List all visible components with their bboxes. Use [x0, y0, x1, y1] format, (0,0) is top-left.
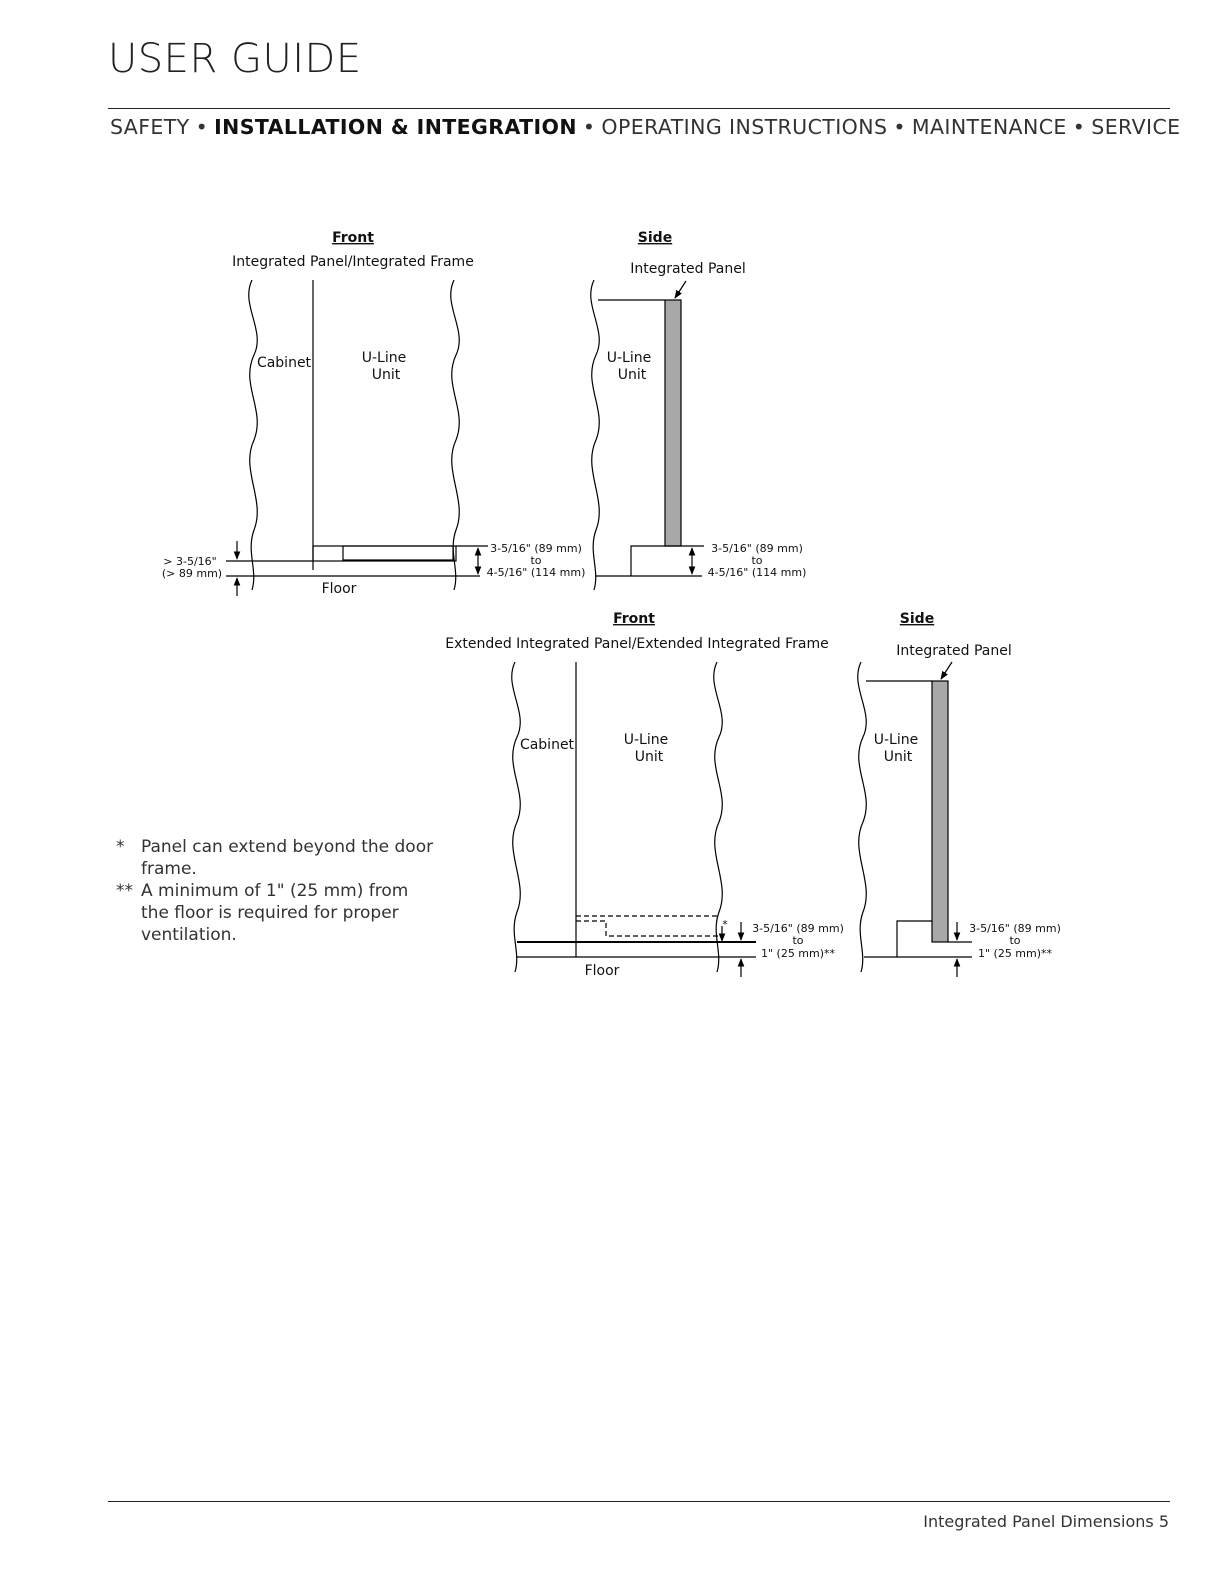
floor-label: Floor [321, 581, 357, 597]
dimension-label: 3-5/16" (89 mm) [711, 542, 803, 555]
nav-item-operating[interactable]: OPERATING INSTRUCTIONS [601, 115, 888, 139]
nav-item-safety[interactable]: SAFETY [110, 115, 190, 139]
toe-kick-recess [343, 546, 453, 560]
dimension-label: to [751, 554, 763, 567]
unit-label: U-Line [361, 350, 407, 366]
cabinet-label: Cabinet [256, 355, 312, 371]
dimension-label: > 3-5/16" [163, 555, 217, 568]
dimension-label: to [1009, 934, 1021, 947]
unit-label: Unit [883, 749, 913, 765]
nav-separator: • [1072, 115, 1086, 139]
page-footer: Integrated Panel Dimensions 5 [923, 1512, 1169, 1531]
floor-label: Floor [584, 963, 620, 979]
front-heading: Front [332, 230, 374, 246]
extended-panel-line [576, 921, 718, 936]
unit-label: U-Line [873, 732, 919, 748]
nav-separator: • [893, 115, 906, 139]
bottom-front-diagram [512, 662, 756, 977]
bottom-side-diagram [858, 662, 972, 977]
nav-separator: • [582, 115, 596, 139]
unit-label: U-Line [606, 350, 652, 366]
dimension-label: to [792, 934, 804, 947]
dimension-label: 4-5/16" (114 mm) [486, 566, 586, 579]
side-heading: Side [637, 230, 673, 246]
integrated-panel [932, 681, 948, 942]
footer-divider [108, 1501, 1170, 1502]
cabinet-label: Cabinet [519, 737, 575, 753]
top-side-diagram [591, 280, 704, 590]
nav-item-service[interactable]: SERVICE [1091, 115, 1181, 139]
cabinet-break-line [512, 662, 521, 972]
unit-label: U-Line [623, 732, 669, 748]
unit-label: Unit [617, 367, 647, 383]
footnote-text: A minimum of 1" (25 mm) from the floor is required for proper ventilation. [141, 881, 409, 945]
integrated-panel [665, 300, 681, 546]
front-heading: Front [613, 611, 655, 627]
panel-leader [675, 281, 686, 298]
side-heading: Side [899, 611, 935, 627]
dimension-label: 1" (25 mm)** [760, 947, 836, 960]
toe-kick-panel [313, 546, 456, 561]
footnote-text: Panel can extend beyond the door frame. [141, 837, 434, 879]
unit-label: Unit [634, 749, 664, 765]
toe-kick-profile [631, 546, 681, 576]
cabinet-break-line [249, 280, 258, 590]
footnote [116, 836, 436, 880]
dimension-label: 3-5/16" (89 mm) [752, 922, 844, 935]
dimension-label: (> 89 mm) [161, 567, 223, 580]
dimension-label: to [530, 554, 542, 567]
unit-break-line [591, 280, 600, 590]
dimension-label: 3-5/16" (89 mm) [490, 542, 582, 555]
dimension-label: 1" (25 mm)** [977, 947, 1053, 960]
nav-item-installation[interactable]: INSTALLATION & INTEGRATION [214, 115, 577, 139]
nav-item-maintenance[interactable]: MAINTENANCE [911, 115, 1067, 139]
footnote-mark: ** [116, 881, 133, 901]
panel-label: Integrated Panel [630, 261, 746, 277]
unit-break-line [714, 662, 723, 972]
footnote-mark: * [116, 837, 125, 857]
unit-break-line [451, 280, 460, 590]
front-subtitle: Integrated Panel/Integrated Frame [232, 254, 474, 270]
toe-kick-profile [897, 921, 932, 957]
top-front-diagram [226, 280, 488, 596]
dimension-label: 4-5/16" (114 mm) [707, 566, 807, 579]
dimension-label: 3-5/16" (89 mm) [969, 922, 1061, 935]
panel-leader [941, 662, 952, 679]
page-title: USER GUIDE [108, 36, 362, 82]
unit-break-line [858, 662, 867, 972]
star-mark: * [722, 918, 728, 931]
unit-label: Unit [371, 367, 401, 383]
panel-label: Integrated Panel [896, 643, 1012, 659]
nav-separator: • [195, 115, 209, 139]
footnotes [116, 836, 436, 946]
footnote [116, 880, 436, 946]
front-subtitle: Extended Integrated Panel/Extended Integrated Frame [445, 636, 829, 652]
